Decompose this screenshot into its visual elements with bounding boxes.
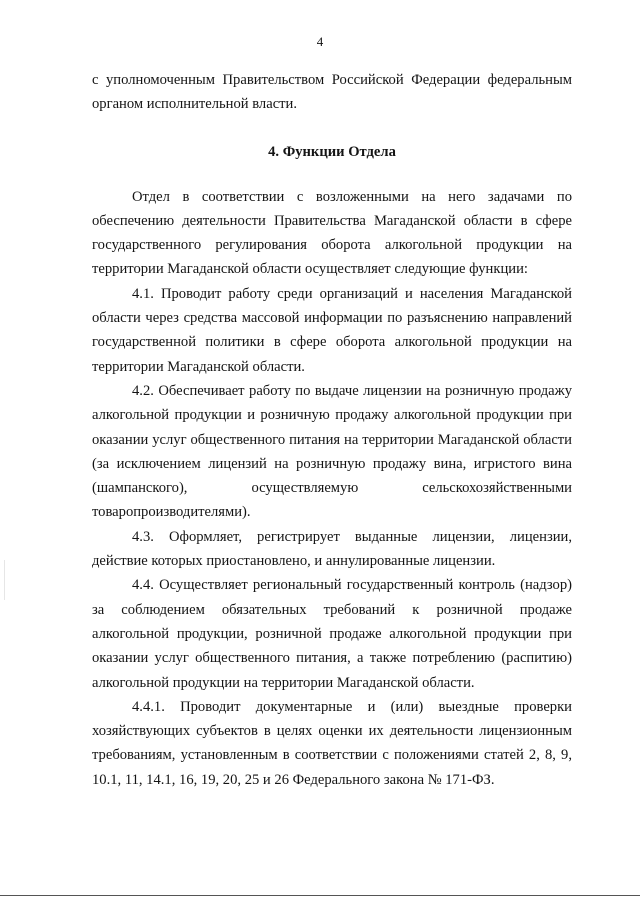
section-title: 4. Функции Отдела (268, 143, 396, 160)
page-number: 4 (316, 34, 324, 49)
paragraph-4-3: 4.3. Оформляет, регистрирует выданные лицензии, лицензии, действие которых приостановлено, и аннулированные лицензии. (92, 528, 572, 570)
scan-margin-mark (4, 560, 5, 600)
paragraph-4-4: 4.4. Осуществляет региональный государственный контроль (надзор) за соблюдением обязательных требований к розничной продаже алкогольной продукции, розничной продаже алкогольной продукции при оказании услуг общественного питания, а также потреблению (распитию) алкогольной продукции на территории Магаданской области. (92, 577, 572, 691)
paragraph-4-1: 4.1. Проводит работу среди организаций и населения Магаданской области через средства массовой информации по разъяснению направлений государственной политики в сфере оборота алкогольной продукции на территории Магаданской области. (92, 285, 572, 375)
paragraph-4-2: 4.2. Обеспечивает работу по выдаче лицензии на розничную продажу алкогольной продукции и розничную продажу алкогольной продукции при оказании услуг общественного питания на территории Магаданской области (за исключением лицензий на розничную продажу вина, игристого вина (шампанского), осуществляемую сельскохозяйственными товаропроизводителями). (92, 382, 572, 521)
footer-rule (0, 895, 640, 896)
intro-paragraph: с уполномоченным Правительством Российской Федерации федеральным органом исполнительной власти. (92, 72, 572, 113)
document-body (92, 68, 572, 792)
paragraph-4-4-1: 4.4.1. Проводит документарные и (или) выездные проверки хозяйствующих субъектов в целях оценки их деятельности лицензионным требованиям, установленным в соответствии с положениями статей 2, 8, 9, 10.1, 11, 14.1, 16, 19, 20, 25 и 26 Федерального закона № 171-ФЗ. (92, 698, 572, 788)
paragraph-functions-intro: Отдел в соответствии с возложенными на него задачами по обеспечению деятельности Правительства Магаданской области в сфере государственного регулирования оборота алкогольной продукции на территории Магаданской области осуществляет следующие функции: (92, 188, 572, 278)
